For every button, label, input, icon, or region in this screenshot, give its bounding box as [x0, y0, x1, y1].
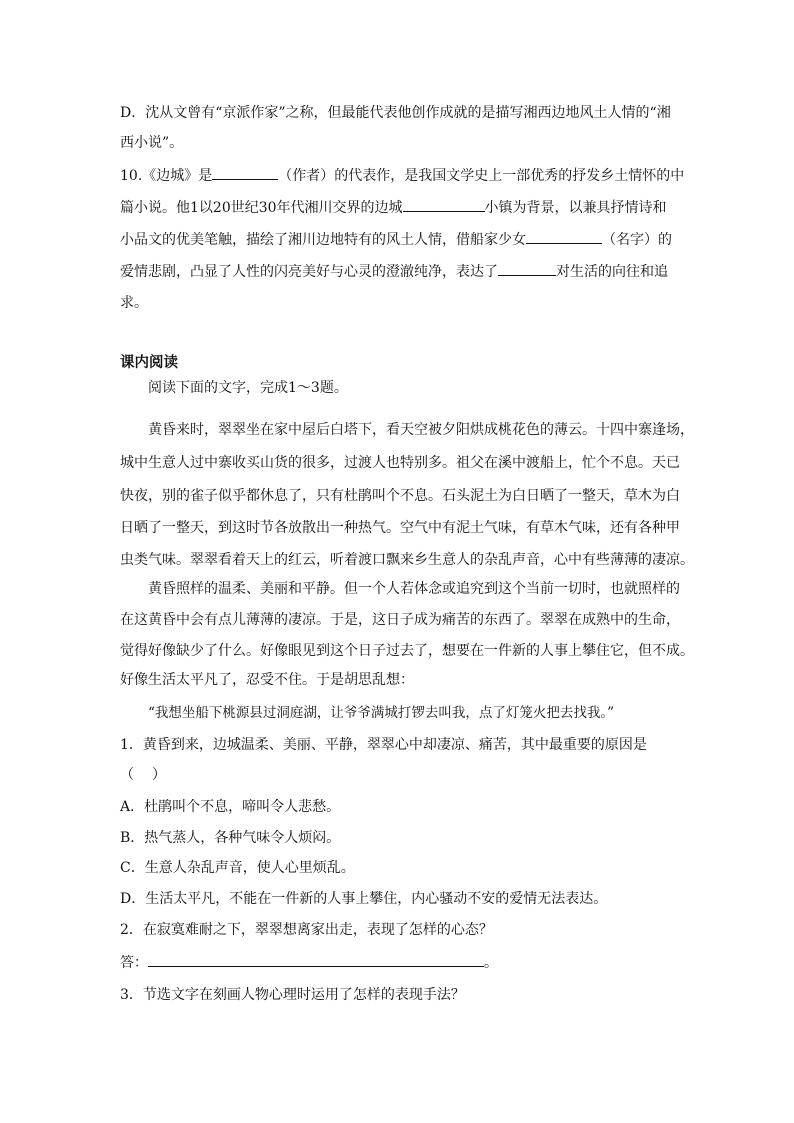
q10-text: （作者）的代表作，是我国文学史上一部优秀的抒发乡土情怀的中	[278, 168, 685, 184]
answer-end: 。	[484, 955, 498, 971]
q10-text: （名字）的	[602, 232, 672, 248]
section-instruction: 阅读下面的文字，完成1～3题。	[148, 380, 348, 396]
paren-close: ）	[152, 767, 166, 783]
theme-blank[interactable]	[498, 261, 556, 276]
q10-text: 小镇为背景，以兼具抒情诗和	[484, 200, 667, 216]
author-blank[interactable]	[212, 165, 278, 180]
question-10-line-4	[120, 261, 680, 281]
question-1-stem: 1．黄昏到来，边城温柔、美丽、平静，翠翠心中却凄凉、痛苦，其中最重要的原因是	[120, 737, 647, 753]
passage-line: 城中生意人过中寨收买山货的很多，过渡人也特别多。祖父在溪中渡船上，忙个不息。天已	[120, 455, 680, 471]
passage-line: 日晒了一整天，到这时节各放散出一种热气。空气中有泥土气味，有草木气味，还有各种甲	[120, 520, 680, 536]
question-2-stem: 2．在寂寞难耐之下，翠翠想离家出走，表现了怎样的心态？	[120, 922, 493, 938]
passage-line: 快夜，别的雀子似乎都休息了，只有杜鹃叫个不息。石头泥土为白日晒了一整天，草木为白	[120, 488, 680, 504]
q10-text: 小品文的优美笔触，描绘了湘川边地特有的风土人情，借船家少女	[120, 232, 526, 248]
passage-line: 黄昏照样的温柔、美丽和平静。但一个人若体念或追究到这个当前一切时，也就照样的	[148, 581, 680, 597]
answer-line[interactable]	[148, 952, 484, 967]
question-1-option-b: B．热气蒸人，各种气味令人烦闷。	[120, 830, 341, 846]
question-10-line-5: 求。	[120, 295, 148, 311]
passage-line: 好像生活太平凡了，忍受不住。于是胡思乱想：	[120, 672, 414, 688]
question-1-answer-paren	[120, 765, 680, 785]
question-2-answer	[120, 952, 680, 972]
option-d-line-2: 西小说”。	[120, 135, 184, 151]
section-title: 课内阅读	[120, 354, 178, 371]
passage-line: 虫类气味。翠翠看着天上的红云，听着渡口飘来乡生意人的杂乱声音，心中有些薄薄的凄凉。	[120, 552, 694, 568]
q10-text: 爱情悲剧，凸显了人性的闪亮美好与心灵的澄澈纯净，表达了	[120, 264, 498, 280]
question-10-line-2	[120, 197, 680, 217]
passage-line: 觉得好像缺少了什么。好像眼见到这个日子过去了，想要在一件新的人事上攀住它，但不成。	[120, 643, 694, 659]
question-1-option-c: C．生意人杂乱声音，使人心里烦乱。	[120, 860, 355, 876]
name-blank[interactable]	[526, 229, 602, 244]
passage-quote: “我想坐船下桃源县过洞庭湖，让爷爷满城打锣去叫我，点了灯笼火把去找我。”	[148, 705, 615, 721]
answer-label: 答：	[120, 955, 148, 971]
q10-text: 10.《边城》是	[120, 168, 213, 184]
q10-text: 对生活的向往和追	[556, 264, 668, 280]
passage-line: 在这黄昏中会有点儿薄薄的凄凉。于是，这日子成为痛苦的东西了。翠翠在成熟中的生命，	[120, 612, 680, 628]
question-10-line-3	[120, 229, 680, 249]
question-1-option-a: A．杜鹃叫个不息，啼叫令人悲愁。	[120, 799, 341, 815]
option-d-line-1: D．沈从文曾有“京派作家”之称，但最能代表他创作成就的是描写湘西边地风土人情的“湘	[120, 105, 671, 121]
question-1-option-d: D．生活太平凡，不能在一件新的人事上攀住，内心骚动不安的爱情无法表达。	[120, 891, 608, 907]
question-10-line-1	[120, 165, 685, 185]
place-blank[interactable]	[403, 197, 485, 212]
passage-line: 黄昏来时，翠翠坐在家中屋后白塔下，看天空被夕阳烘成桃花色的薄云。十四中寨逢场，	[148, 422, 694, 438]
paren-open: （	[120, 767, 134, 783]
question-3-stem: 3．节选文字在刻画人物心理时运用了怎样的表现手法？	[120, 987, 465, 1003]
q10-text: 篇小说。他1以20世纪30年代湘川交界的边城	[120, 200, 403, 216]
